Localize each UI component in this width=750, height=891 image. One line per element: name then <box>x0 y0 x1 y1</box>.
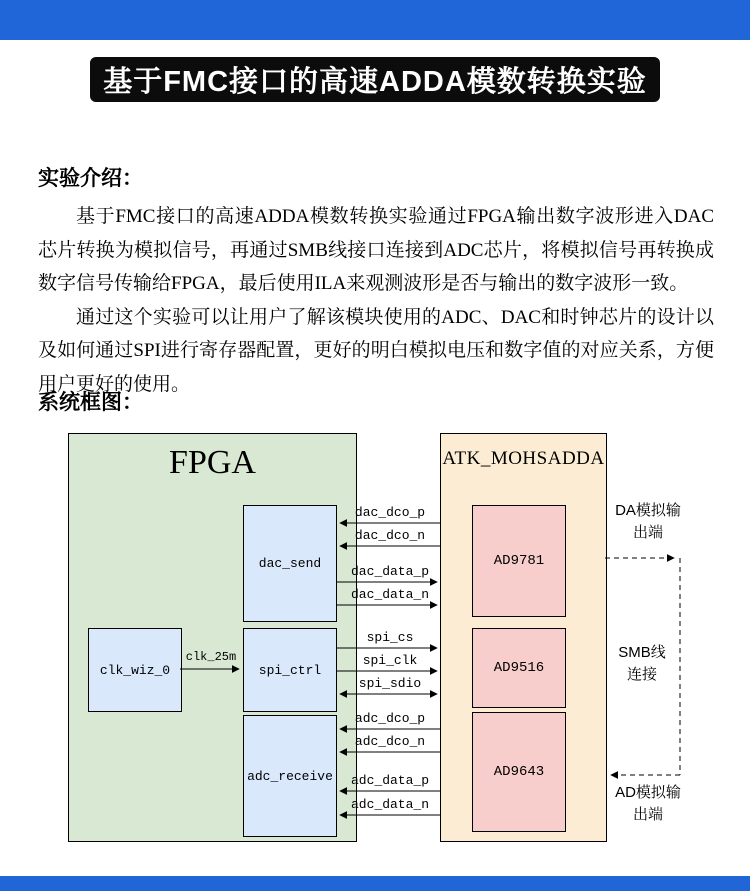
signal-label-adc-data-n: adc_data_n <box>350 797 429 812</box>
smb-connection-annotation <box>600 642 684 686</box>
signal-label-adc-data-p: adc_data_p <box>350 773 429 788</box>
spi-ctrl-module: spi_ctrl <box>243 628 337 712</box>
bottom-banner-bar <box>0 876 750 891</box>
da-output-annotation <box>606 500 690 544</box>
signal-label-adc-dco-p: adc_dco_p <box>354 711 426 726</box>
intro-heading: 实验介绍： <box>38 167 143 190</box>
ad9643-chip: AD9643 <box>472 712 566 832</box>
fpga-title: FPGA <box>169 444 256 481</box>
page-title: 基于FMC接口的高速ADDA模数转换实验 <box>90 57 660 102</box>
clk-wiz-module: clk_wiz_0 <box>88 628 182 712</box>
signal-label-adc-dco-n: adc_dco_n <box>354 734 426 749</box>
signal-label-spi-cs: spi_cs <box>366 630 414 645</box>
signal-label-dac-data-p: dac_data_p <box>350 564 429 579</box>
framework-heading: 系统框图： <box>38 391 143 414</box>
ad-output-annotation <box>606 782 690 826</box>
intro-section <box>38 162 714 401</box>
dac-send-module: dac_send <box>243 505 337 622</box>
system-block-diagram <box>0 430 750 860</box>
signal-label-dac-data-n: dac_data_n <box>350 587 429 602</box>
intro-paragraph-1: 基于FMC接口的高速ADDA模数转换实验通过FPGA输出数字波形进入DAC芯片转换为模拟信号，再通过SMB线接口连接到ADC芯片，将模拟信号再转换成数字信号传输给FPGA，最后使用ILA来观测波形是否与输出的数字波形一致。 <box>38 206 714 294</box>
top-banner-bar <box>0 0 750 40</box>
ad-output-line2: 出端 <box>632 806 663 823</box>
smb-line1: SMB线 <box>618 644 666 661</box>
adda-board-title: ATK_MOHSADDA <box>442 448 605 469</box>
ad-output-line1: AD模拟输 <box>615 784 681 801</box>
da-output-line2: 出端 <box>632 524 663 541</box>
signal-label-dac-dco-n: dac_dco_n <box>354 528 426 543</box>
signal-label-dac-dco-p: dac_dco_p <box>354 505 426 520</box>
intro-paragraph-2: 通过这个实验可以让用户了解该模块使用的ADC、DAC和时钟芯片的设计以及如何通过SPI进行寄存器配置，更好的明白模拟电压和数字值的对应关系，方便用户更好的使用。 <box>38 306 714 395</box>
clk-signal-label: clk_25m <box>185 650 237 664</box>
adc-receive-module: adc_receive <box>243 715 337 837</box>
signal-label-spi-clk: spi_clk <box>362 653 418 668</box>
smb-line2: 连接 <box>626 666 657 683</box>
signal-label-spi-sdio: spi_sdio <box>358 676 422 691</box>
da-output-line1: DA模拟输 <box>615 502 681 519</box>
ad9781-chip: AD9781 <box>472 505 566 617</box>
ad9516-chip: AD9516 <box>472 628 566 708</box>
